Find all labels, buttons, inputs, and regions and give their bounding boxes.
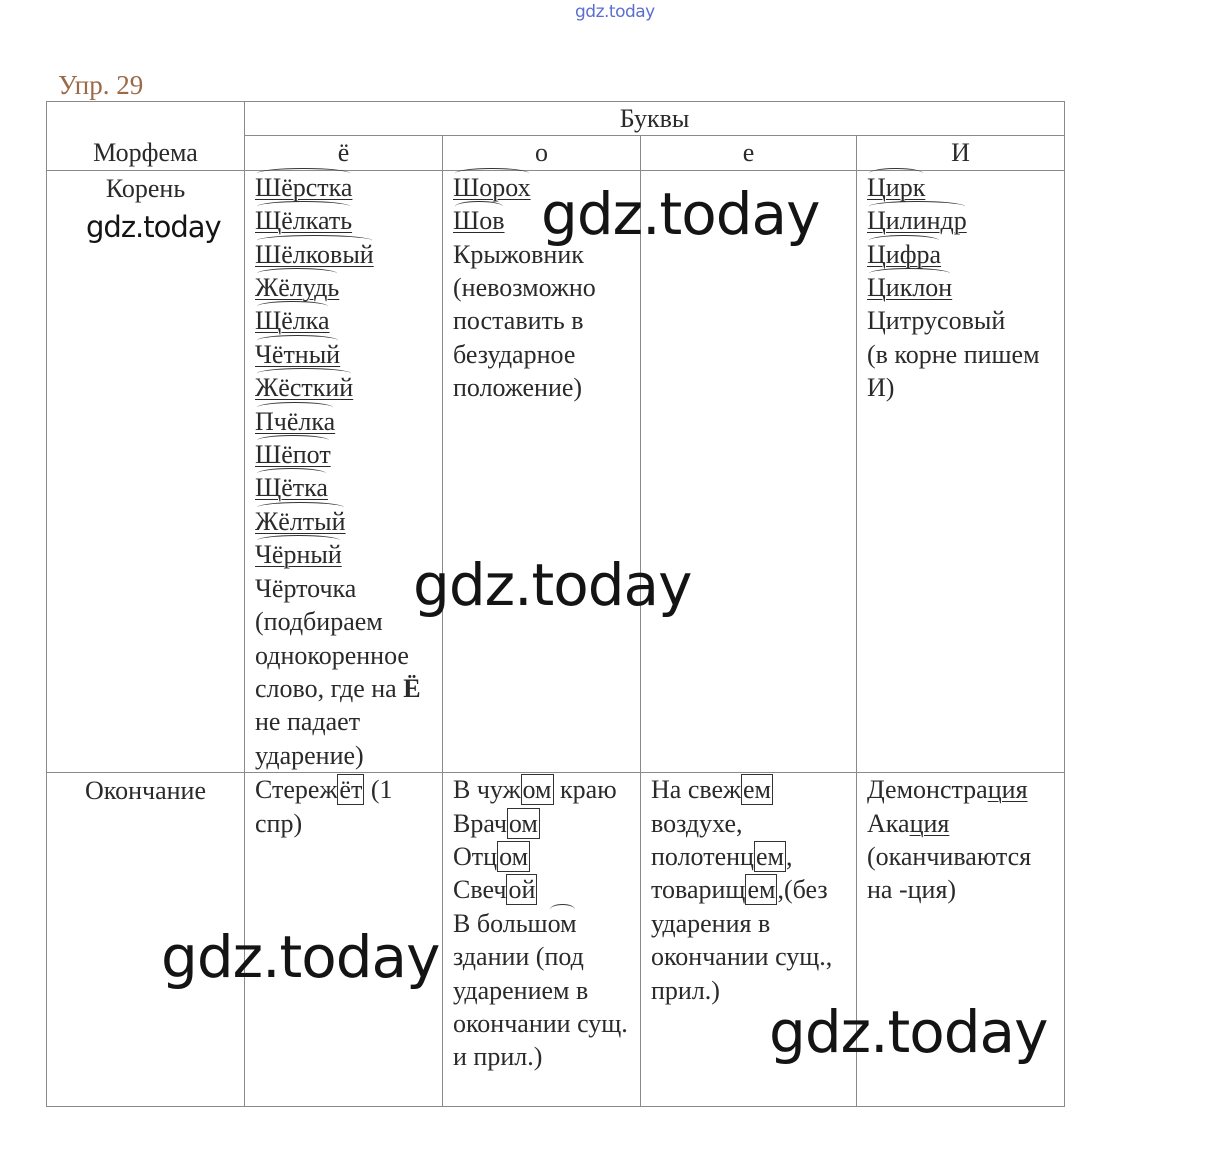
note-root-i: (в корне пишем И): [867, 339, 1040, 403]
ending-underline: ция: [987, 775, 1028, 805]
word: Цитрусовый: [867, 306, 1006, 336]
cell-ending-e: На свежем воздухе, полотенцем, товарищем,(без ударения в окончании сущ., прил.): [641, 773, 857, 1107]
ending-box: ёт: [339, 775, 363, 805]
header-col-e: е: [641, 136, 857, 170]
word: Чёрный: [255, 538, 342, 571]
word: Щётка: [255, 471, 328, 504]
exercise-title: Упр. 29: [58, 70, 144, 100]
watermark: gdz.today: [161, 923, 440, 991]
ending-box: ом: [499, 841, 529, 871]
header-morpheme: Морфема: [47, 102, 245, 171]
word: Жёсткий: [255, 371, 353, 404]
cell-ending-yo: Стережёт (1 спр): [245, 773, 443, 1107]
cell-ending-i: Демонстрация Акация (оканчиваются на -ция): [857, 773, 1065, 1107]
word: Жёлтый: [255, 505, 346, 538]
cell-root-e: [641, 170, 857, 772]
word: Чёрточка: [255, 573, 357, 603]
cell-root-yo: [245, 170, 443, 772]
cell-ending-o: В чужом краю Врачом Отцом Свечой В большом здании (под ударением в окончании сущ. и прил.): [443, 773, 641, 1107]
header-col-o: о: [443, 136, 641, 170]
word: Цифра: [867, 238, 941, 271]
word: Щёлка: [255, 304, 330, 337]
row-label-root: Корень: [47, 170, 245, 772]
row-label-ending: Окончание: [47, 773, 245, 1107]
word: Шов: [453, 204, 505, 237]
word: Шёпот: [255, 438, 331, 471]
watermark: gdz.today: [541, 180, 820, 248]
ending-box: ом: [508, 808, 538, 838]
watermark: gdz.today: [769, 998, 1048, 1066]
site-link[interactable]: gdz.today: [575, 2, 655, 22]
ending-box: ем: [742, 775, 771, 805]
watermark: gdz.today: [413, 551, 692, 619]
watermark: gdz.today: [86, 210, 221, 244]
word: Чётный: [255, 338, 340, 371]
cell-root-i: [857, 170, 1065, 772]
word: Цирк: [867, 171, 925, 204]
header-col-i: И: [857, 136, 1065, 170]
word: Шёрстка: [255, 171, 352, 204]
cell-root-o: [443, 170, 641, 772]
ending-box: ем: [755, 841, 784, 871]
ending-underline: ция: [909, 808, 950, 838]
header-col-yo: ё: [245, 136, 443, 170]
word: Крыжовник: [453, 239, 584, 269]
stress-arc: ом: [548, 907, 577, 940]
word: Пчёлка: [255, 405, 335, 438]
note-ending-o: здании (под ударением в окончании сущ. и прил.): [453, 942, 628, 1072]
word: Циклон: [867, 271, 952, 304]
ending-box: ом: [522, 775, 552, 805]
ending-box: ой: [508, 875, 536, 905]
note-ending-i: (оканчиваются на -ция): [867, 841, 1032, 905]
note-root-yo: (подбираем однокоренное слово, где на Ё не падает ударение): [255, 607, 421, 770]
ending-box: ем: [747, 875, 776, 905]
word: Цилиндр: [867, 204, 967, 237]
word: Щёлкать: [255, 204, 352, 237]
note-root-o: (невозможно поставить в безударное положение): [453, 273, 596, 403]
word: Шёлковый: [255, 238, 374, 271]
word: Жёлудь: [255, 271, 339, 304]
word: Шорох: [453, 171, 531, 204]
header-letters: Буквы: [245, 102, 1065, 136]
table-row-root: [47, 170, 1065, 772]
